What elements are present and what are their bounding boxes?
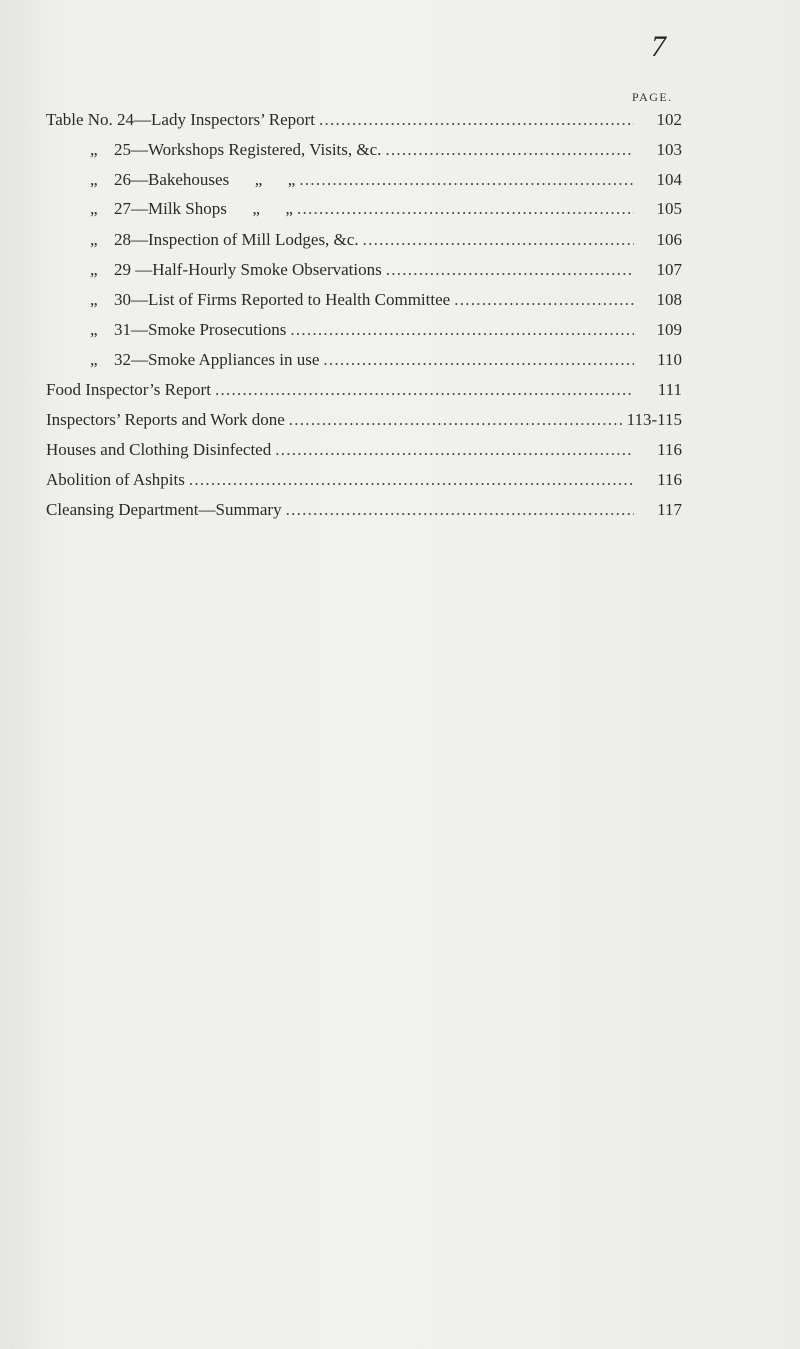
toc-entry [90,260,682,284]
dot-leader [363,230,634,250]
entry-page: 102 [656,110,682,129]
toc-entry [46,500,682,524]
dot-leader [319,110,634,130]
entry-label: Food Inspector’s Report [46,380,211,399]
entry-label: 27—Milk Shops „ „ [114,199,293,218]
entry-page: 106 [656,230,682,249]
dot-leader [385,140,634,160]
entry-label: Cleansing Department—Summary [46,500,282,519]
entry-page: 110 [657,350,682,369]
toc-entry [46,440,682,464]
dot-leader [189,470,634,490]
dot-leader [386,260,634,280]
toc-entry [90,170,682,194]
entry-page: 111 [657,380,682,399]
ditto-mark: „ [90,170,98,189]
ditto-mark: „ [90,199,98,218]
page-column-heading: PAGE. [632,90,673,104]
entry-label: 24—Lady Inspectors’ Report [117,110,316,129]
entry-page: 116 [657,470,682,489]
toc-entry [46,380,682,404]
entry-label: Abolition of Ashpits [46,470,185,489]
dot-leader [297,199,634,219]
entry-page: 117 [657,500,682,519]
dot-leader [275,440,634,460]
entry-page: 108 [656,290,682,309]
entry-page: 116 [657,440,682,459]
dot-leader [323,350,634,370]
entry-page: 103 [656,140,682,159]
toc-entry [90,350,682,374]
toc-entry [90,230,682,254]
entry-label: Houses and Clothing Disinfected [46,440,272,459]
entry-label: 30—List of Firms Reported to Health Committee [114,290,451,309]
entry-page: 107 [656,260,682,279]
toc-entry [90,199,682,223]
dot-leader [215,380,634,400]
toc-entry [46,110,682,134]
toc-entry [90,140,682,164]
ditto-mark: „ [90,140,98,159]
dot-leader [299,170,634,190]
ditto-mark: „ [90,320,98,339]
page-number: 7 [651,30,666,63]
entry-prefix: Table No. [46,110,113,129]
toc-entry [90,320,682,344]
entry-page: 113-115 [626,410,682,429]
entry-label: 28—Inspection of Mill Lodges, &c. [114,230,359,249]
entry-page: 105 [656,199,682,218]
entry-label: 31—Smoke Prosecutions [114,320,287,339]
dot-leader [290,320,634,340]
dot-leader [289,410,623,430]
entry-page: 109 [656,320,682,339]
toc-entry [90,290,682,314]
ditto-mark: „ [90,350,98,369]
dot-leader [454,290,634,310]
ditto-mark: „ [90,260,98,279]
entry-label: 25—Workshops Registered, Visits, &c. [114,140,382,159]
entry-label: 29 —Half-Hourly Smoke Observations [114,260,382,279]
dot-leader [286,500,634,520]
entry-label: 26—Bakehouses „ „ [114,170,296,189]
ditto-mark: „ [90,230,98,249]
entry-page: 104 [656,170,682,189]
toc-entry [46,410,682,434]
entry-label: Inspectors’ Reports and Work done [46,410,285,429]
toc-entry [46,470,682,494]
ditto-mark: „ [90,290,98,309]
entry-label: 32—Smoke Appliances in use [114,350,320,369]
